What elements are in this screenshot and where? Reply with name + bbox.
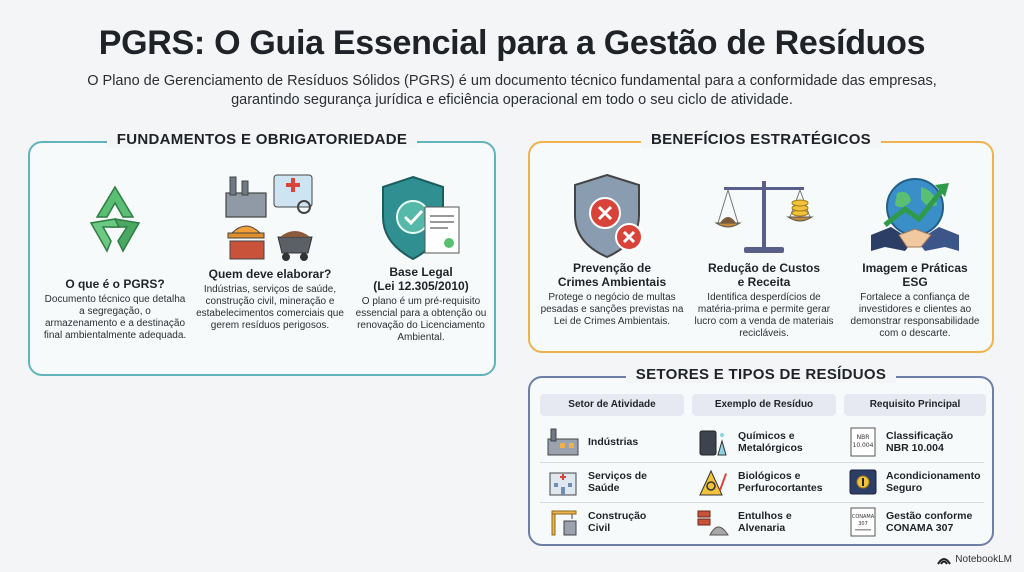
table-row-cell-requisito: CONAMA 307 Gestão conforme CONAMA 307 [848,502,988,542]
svg-text:NBR: NBR [856,434,870,441]
fundamentos-item-title: O que é o PGRS? [65,277,165,291]
fundamentos-item-text: Documento técnico que detalha a segregação, o armazenamento e a destinação final ambientalmente adequada. [43,294,187,341]
bricks-rubble-icon [696,507,730,537]
subtitle-line-2: garantindo segurança jurídica e eficiência operacional em todo o seu ciclo de atividade. [231,92,793,108]
hospital-icon [546,467,580,497]
fundamentos-panel [28,131,496,376]
fundamentos-item-text: O plano é um pré-requisito essencial para a obtenção ou renovação do Licenciamento Ambiental. [355,296,487,343]
fundamentos-item-title: Base Legal (Lei 12.305/2010) [373,265,469,293]
beneficios-heading: BENEFÍCIOS ESTRATÉGICOS [641,131,881,148]
fundamentos-item-text: Indústrias, serviços de saúde, construção civil, mineração e estabelecimentos comerciais que gerem resíduos perigosos. [196,284,344,331]
table-row-cell-setor: Construção Civil [546,502,686,542]
fundamentos-heading: FUNDAMENTOS E OBRIGATORIEDADE [107,131,417,148]
header-requisito: Requisito Principal [844,394,986,416]
table-row-cell-requisito: Acondicionamento Seguro [848,462,988,502]
beneficios-item-text: Fortalece a confiança de investidores e clientes ao demonstrar responsabilidade com o descarte. [850,292,980,339]
scale-icon [714,171,814,261]
beneficios-item-reducao [690,171,838,340]
setores-panel [528,366,994,546]
svg-text:307: 307 [858,521,868,527]
conama-document-icon [848,506,878,538]
header-residuo: Exemplo de Resíduo [692,394,836,416]
table-row-cell-residuo: Químicos e Metalórgicos [696,422,836,462]
fundamentos-item-title: Quem deve elaborar? [208,267,332,281]
svg-text:10.004: 10.004 [852,442,874,449]
beneficios-item-prevencao [538,171,686,328]
brand-badge [937,554,1012,565]
brand-label: NotebookLM [955,554,1012,565]
industries-icon [220,171,320,267]
table-row-cell-setor: Serviços de Saúde [546,462,686,502]
header-setor: Setor de Atividade [540,394,684,416]
svg-text:CONAMA: CONAMA [851,514,875,520]
nbr-document-icon [848,426,878,458]
factory-icon [546,427,580,457]
table-row-cell-residuo: Entulhos e Alvenaria [696,502,836,542]
fundamentos-item-pgrs [42,179,188,342]
page-title: PGRS: O Guia Essencial para a Gestão de Resíduos [98,24,926,62]
fundamentos-item-base-legal [352,173,490,344]
chemical-barrel-icon [696,427,730,457]
beneficios-item-title: Prevenção de Crimes Ambientais [557,261,667,289]
beneficios-panel [528,131,994,353]
beneficios-item-text: Protege o negócio de multas pesadas e sanções previstas na Lei de Crimes Ambientais. [540,292,684,327]
subtitle-line-1: O Plano de Gerenciamento de Resíduos Sólidos (PGRS) é um documento técnico fundamental para a conformidade das empresas, [87,73,937,89]
table-row-cell-residuo: Biológicos e Perfurocortantes [696,462,836,502]
globe-handshake-icon [865,171,965,261]
construction-crane-icon [546,507,580,537]
notebooklm-logo-icon [937,555,951,565]
table-row-cell-requisito: NBR 10.004 Classificação NBR 10.004 [848,422,988,462]
page-subtitle [40,72,984,110]
recycle-icon [75,179,155,259]
shield-document-icon [373,173,469,265]
beneficios-item-title: Imagem e Práticas ESG [862,261,968,289]
beneficios-item-title: Redução de Custos e Receita [707,261,821,289]
beneficios-item-text: Identifica desperdícios de matéria-prima e permite gerar lucro com a venda de materiais recicláveis. [694,292,834,339]
biohazard-icon [696,467,730,497]
table-row-cell-setor: Indústrias [546,422,686,462]
fundamentos-item-quem [196,171,344,332]
shield-x-icon [567,171,657,261]
setores-heading: SETORES E TIPOS DE RESÍDUOS [626,366,896,383]
safe-box-icon [848,466,878,498]
beneficios-item-imagem [842,171,988,340]
